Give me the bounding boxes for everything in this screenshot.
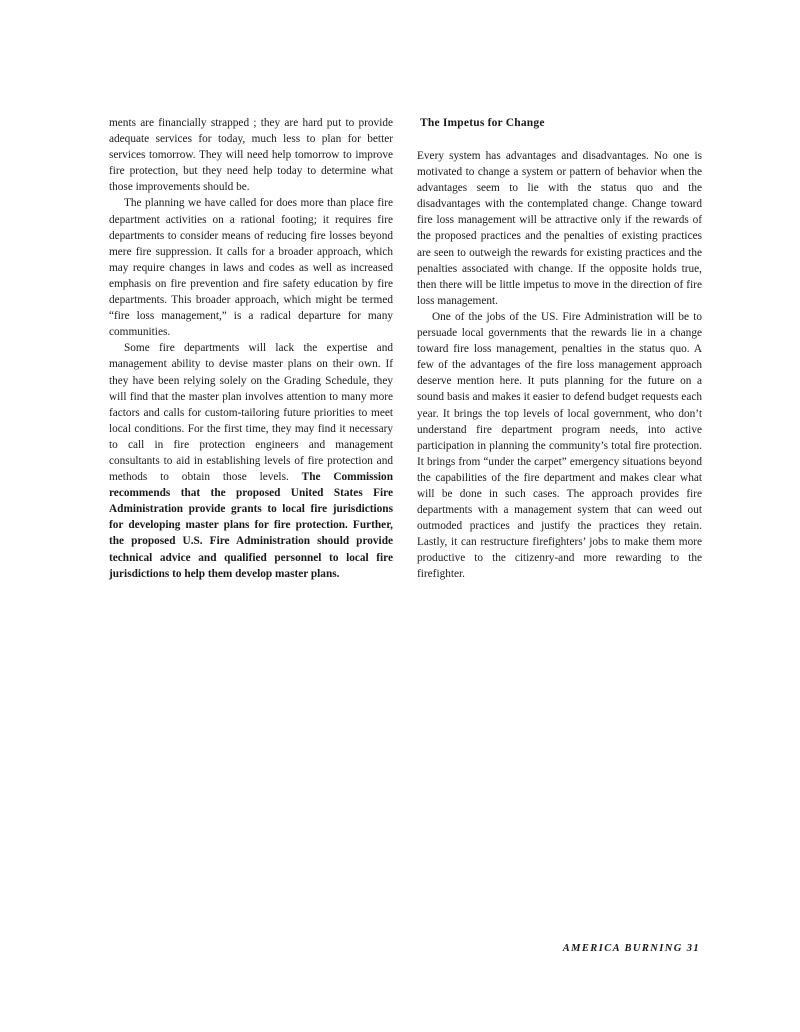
page-footer: AMERICA BURNING 31 [562, 943, 700, 954]
section-heading: The Impetus for Change [420, 117, 545, 129]
right-column [417, 115, 702, 583]
left-paragraph-1: ments are financially strapped ; they are hard put to provide adequate services for today, much less to plan for better services tomorrow. They will need help tomorrow to improve fire protection, but they need help today to determine what those improvements should be. [109, 117, 393, 194]
right-paragraph-1: Every system has advantages and disadvantages. No one is motivated to change a system or pattern of behavior when the advantages seem to lie with the status quo and the disadvantages with the contemplated change. Change toward fire loss management will be attractive only if the rewards of the proposed practices and the penalties of existing practices are seen to outweigh the rewards for existing practices and the penalties associated with change. If the opposite holds true, then there will be little impetus to move in the direction of fire loss management. [417, 150, 702, 307]
left-paragraph-3 [109, 340, 393, 581]
left-paragraph-2: The planning we have called for does more than place fire department activities on a rational footing; it requires fire departments to consider means of reducing fire losses beyond mere fire suppression. It calls for a broader approach, which may require changes in laws and codes as well as increased emphasis on fire prevention and fire safety education by fire departments. This broader approach, which might be termed “fire loss management,” is a radical departure for many communities. [109, 197, 393, 339]
right-paragraph-2: One of the jobs of the US. Fire Administration will be to persuade local governments that the rewards lie in a change toward fire loss management, penalties in the status quo. A few of the advantages of the fire loss management approach deserve mention here. It puts planning for the future on a sound basis and makes it easier to defend budget requests each year. It brings the top levels of local government, who don’t understand fire department program needs, into active participation in planning the community’s total fire protection. It brings from “under the carpet” emergency situations beyond the capabilities of the fire department and makes clear what will be done in such cases. The approach provides fire departments with a management system that can weed out outmoded practices and justify the practices they retain. Lastly, it can restructure firefighters’ jobs to make them more productive to the citizenry-and more rewarding to the firefighter. [417, 310, 702, 581]
left-column [109, 115, 393, 582]
commission-recommendation: The Commission recommends that the proposed United States Fire Administration provide grants to local fire jurisdictions for developing master plans for fire protection. Further, the proposed U.S. Fire Administration should provide technical advice and qualified personnel to local fire jurisdictions to help them develop master plans. [109, 471, 393, 580]
left-paragraph-3-text: Some fire departments will lack the expertise and management ability to devise master plans on their own. If they have been relying solely on the Grading Schedule, they will find that the master plan involves attention to many more factors and calls for custom-tailoring future priorities to meet local conditions. For the first time, they may find it necessary to call in fire protection engineers and management consultants to aid in establishing levels of fire protection and methods to obtain those levels. [109, 342, 393, 484]
